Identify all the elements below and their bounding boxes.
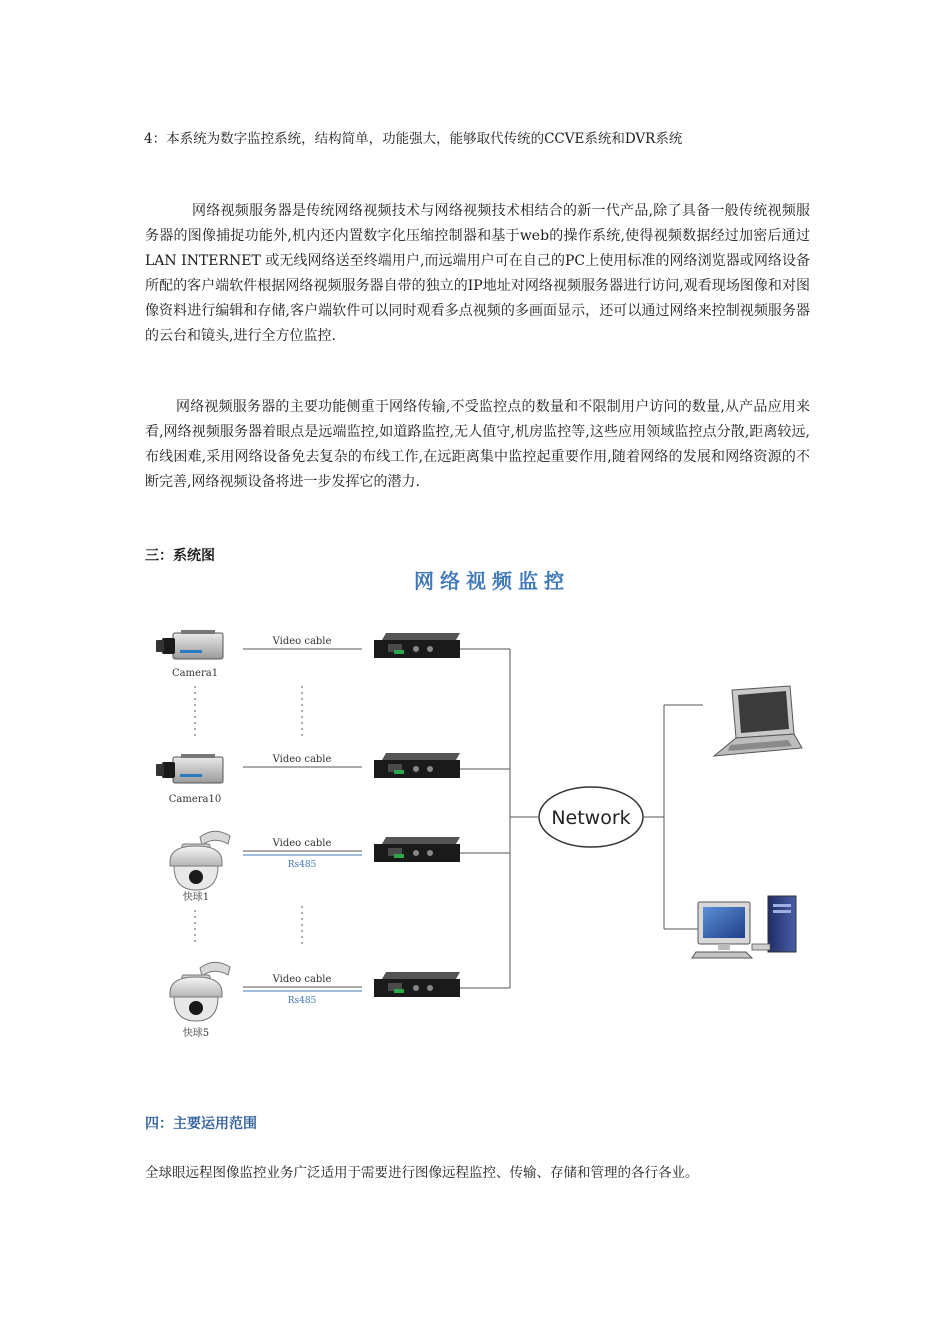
video-server-icon <box>374 753 460 778</box>
network-label: Network <box>551 807 631 829</box>
video-server-icon <box>374 972 460 997</box>
video-server-icon <box>374 633 460 658</box>
laptop-icon <box>714 686 802 756</box>
point-4-text: 4：本系统为数字监控系统，结构简单，功能强大，能够取代传统的CCVE系统和DVR系统 <box>144 131 683 147</box>
cable-label: Video cable <box>272 754 332 765</box>
dome-camera-icon <box>170 962 230 1021</box>
section-heading-system-diagram: 三：系统图 <box>145 548 215 564</box>
application-scope-text: 全球眼远程图像监控业务广泛适用于需要进行图像远程监控、传输、存储和管理的各行各业。 <box>145 1165 699 1181</box>
device-label: 快球5 <box>182 1028 210 1039</box>
device-label: Camera10 <box>168 794 222 805</box>
rs485-label: Rs485 <box>287 996 317 1006</box>
paragraph-intro: 网络视频服务器是传统网络视频技术与网络视频技术相结合的新一代产品,除了具备一般传统视频服务器的图像捕捉功能外,机内还内置数字化压缩控制器和基于web的操作系统,使得视频数据经过加密后通过LAN INTERNET 或无线网络送至终端用户,而远端用户可在自己的PC上使用标准的网络浏览器或网络设备所配的客户端软件根据网络视频服务器自带的独立的IP地址对网络视频服务器进行访问,观看现场图像和对图像资料进行编辑和存储,客户端软件可以同时观看多点视频的多画面显示，还可以通过网络来控制视频服务器的云台和镜头,进行全方位监控. <box>145 203 810 344</box>
cable-label: Video cable <box>272 636 332 647</box>
cable-label: Video cable <box>272 974 332 985</box>
section-heading-application-scope: 四：主要运用范围 <box>145 1116 257 1132</box>
diagram-title: 网络视频监控 <box>414 569 570 593</box>
device-label: Camera1 <box>171 668 219 679</box>
rs485-label: Rs485 <box>287 860 317 870</box>
paragraph-functions: 网络视频服务器的主要功能侧重于网络传输,不受监控点的数量和不限制用户访问的数量,从产品应用来看,网络视频服务器着眼点是远端监控,如道路监控,无人值守,机房监控等,这些应用领域监控点分散,距离较远,布线困难,采用网络设备免去复杂的布线工作,在远距离集中监控起重要作用,随着网络的发展和网络资源的不断完善,网络视频设备将进一步发挥它的潜力. <box>145 399 810 490</box>
dome-camera-icon <box>170 831 230 890</box>
desktop-computer-icon <box>692 896 796 958</box>
camera-icon <box>156 630 223 659</box>
video-server-icon <box>374 837 460 862</box>
camera-icon <box>156 754 223 783</box>
device-label: 快球1 <box>182 892 210 903</box>
system-diagram <box>140 560 820 1050</box>
cable-label: Video cable <box>272 838 332 849</box>
